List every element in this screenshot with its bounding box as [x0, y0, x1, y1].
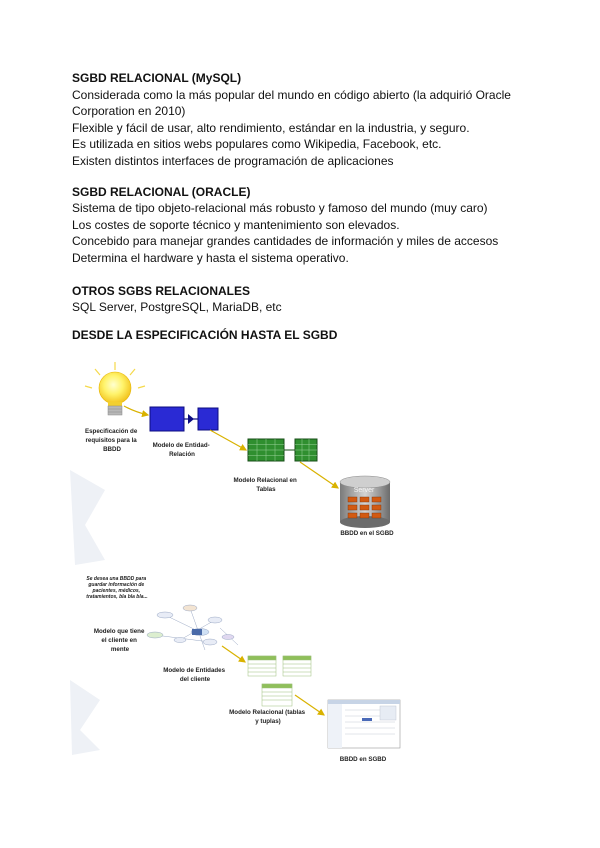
- diagram-2: [70, 576, 400, 763]
- oracle-line: Sistema de tipo objeto-relacional más robusto y famoso del mundo (muy caro): [72, 201, 488, 216]
- sgbd-final-label: BBDD en SGBD: [339, 756, 387, 763]
- requirement-note: Se desea una BBDD para guardar información de pacientes, médicos, tratamientos, bla bla bla...: [86, 576, 148, 600]
- oracle-line: Concebido para manejar grandes cantidades de información y miles de accesos: [72, 234, 499, 249]
- lightbulb-icon: [85, 362, 145, 415]
- mysql-heading: SGBD RELACIONAL (MySQL): [72, 71, 242, 85]
- sgbd-label: BBDD en el SGBD: [340, 530, 394, 537]
- er-model-icon: [150, 407, 218, 431]
- mysql-line: Corporation en 2010): [72, 104, 186, 119]
- er-label: Modelo de Entidad- Relación: [152, 442, 210, 458]
- oracle-heading: SGBD RELACIONAL (ORACLE): [72, 184, 251, 199]
- database-server-icon: [340, 476, 390, 528]
- sgbd-screenshot-icon: [328, 700, 400, 748]
- arrow-entity-to-rel: [222, 646, 245, 662]
- client-model-label: Modelo que tiene el cliente en mente: [93, 628, 145, 653]
- text-content: [72, 70, 542, 316]
- spec-label: Especificación de requisitos para la BBDD: [84, 428, 138, 453]
- oracle-line: Los costes de soporte técnico y mantenimiento son elevados.: [72, 217, 400, 232]
- otros-heading: OTROS SGBS RELACIONALES: [72, 283, 251, 298]
- entity-model-label: Modelo de Entidades del cliente: [163, 667, 226, 683]
- process-diagrams: [0, 350, 600, 780]
- arrow-spec-to-er: [124, 406, 148, 415]
- arrow-rel-to-db: [300, 462, 338, 488]
- relational-tables-icon: [248, 439, 317, 461]
- relational-label: Modelo Relacional en Tablas: [233, 477, 297, 493]
- diagram-heading: DESDE LA ESPECIFICACIÓN HASTA EL SGBD: [72, 328, 338, 342]
- mysql-line: Existen distintos interfaces de programación de aplicaciones: [72, 153, 394, 168]
- mysql-line: Es utilizada en sitios webs populares como Wikipedia, Facebook, etc.: [72, 137, 442, 152]
- relational-tuples-label: Modelo Relacional (tablas y tuplas): [229, 709, 306, 725]
- arrow-er-to-rel: [210, 430, 246, 450]
- mysql-line: Flexible y fácil de usar, alto rendimiento, estándar en la industria, y seguro.: [72, 120, 470, 135]
- otros-line: SQL Server, PostgreSQL, MariaDB, etc: [72, 300, 282, 315]
- mysql-line: Considerada como la más popular del mundo en código abierto (la adquirió Oracle: [72, 87, 511, 102]
- diagram-1: [70, 362, 394, 565]
- watermark-shape: [70, 470, 105, 565]
- relational-tables-sketch: [248, 656, 311, 706]
- oracle-line: Determina el hardware y hasta el sistema operativo.: [72, 250, 349, 265]
- entity-model-sketch: [147, 605, 238, 650]
- watermark-shape: [70, 680, 100, 755]
- server-text: Server: [353, 487, 375, 494]
